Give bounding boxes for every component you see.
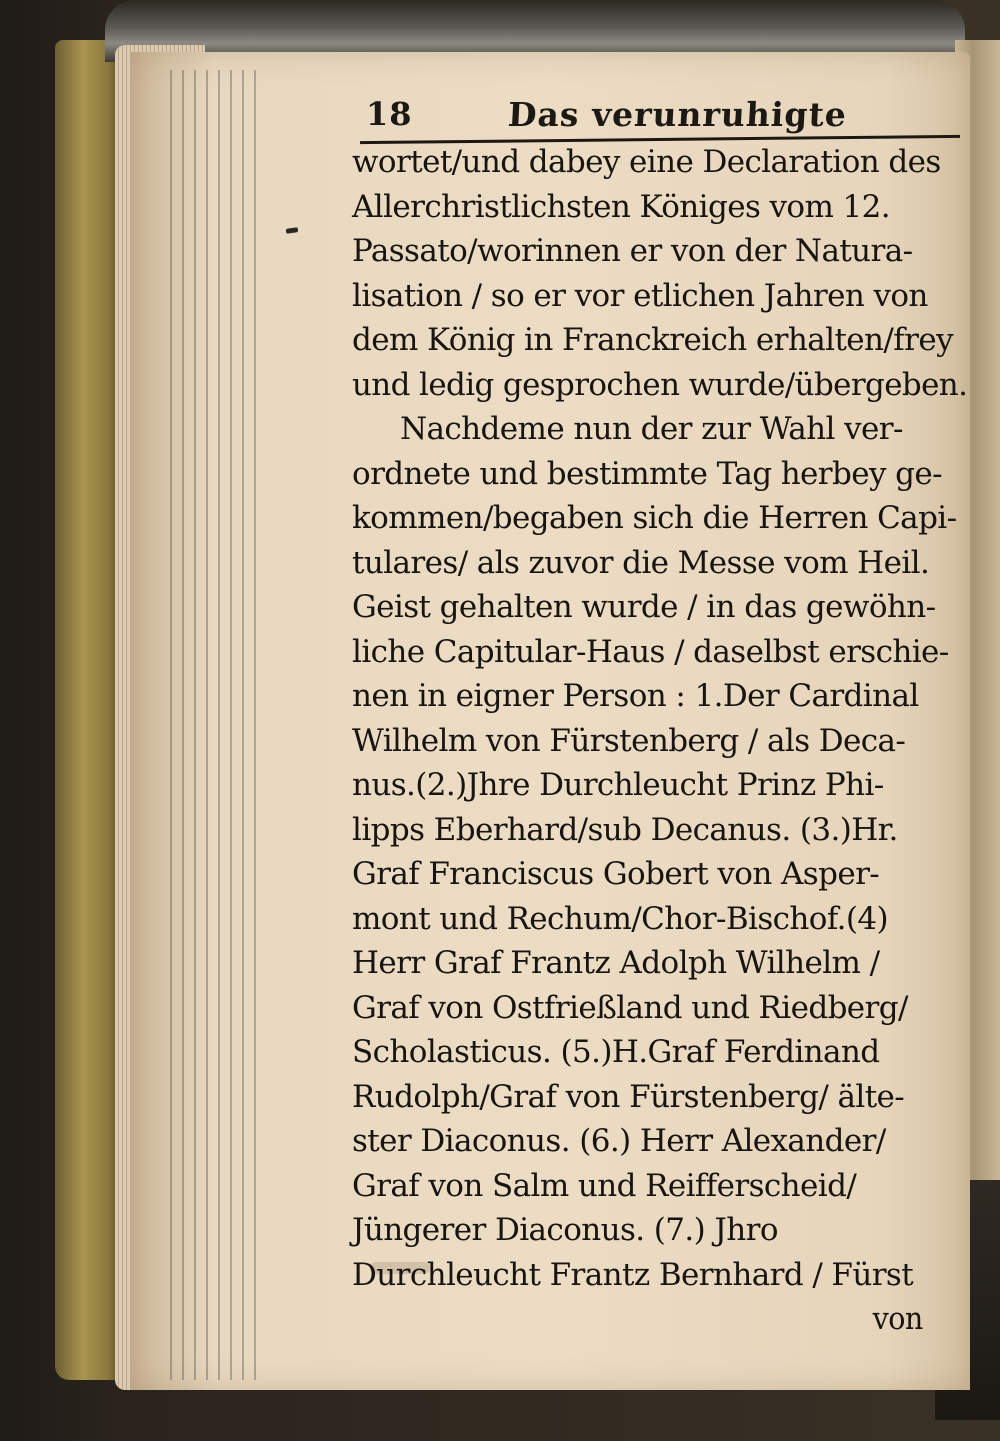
text-line: tulares/ als zuvor die Messe vom Heil. bbox=[352, 544, 930, 581]
text-line: wortet/und dabey eine Declaration des bbox=[352, 144, 941, 180]
text-line: Jüngerer Diaconus. (7.) Jhro bbox=[352, 1212, 778, 1248]
page-edge-lines bbox=[170, 70, 260, 1380]
text-line: mont und Rechum/Chor-Bischof.(4) bbox=[352, 900, 888, 937]
text-line: Wilhelm von Fürstenberg / als Deca- bbox=[352, 722, 906, 759]
text-line: Scholasticus. (5.)H.Graf Ferdinand bbox=[352, 1034, 880, 1070]
text-line: lisation / so er vor etlichen Jahren von bbox=[352, 277, 928, 314]
text-line: Graf Franciscus Gobert von Asper- bbox=[352, 856, 880, 892]
text-line: und ledig gesprochen wurde/übergeben. bbox=[352, 366, 968, 403]
running-head bbox=[360, 95, 960, 139]
text-line: liche Capitular-Haus / daselbst erschie- bbox=[352, 633, 949, 670]
text-line: Herr Graf Frantz Adolph Wilhelm / bbox=[352, 945, 880, 981]
page-number: 18 bbox=[366, 95, 413, 133]
text-line: nus.(2.)Jhre Durchleucht Prinz Phi- bbox=[352, 767, 884, 803]
text-line: kommen/begaben sich die Herren Capi- bbox=[352, 500, 957, 536]
catchword: von bbox=[872, 1301, 923, 1337]
text-line: dem König in Franckreich erhalten/frey bbox=[352, 322, 954, 358]
text-line: nen in eigner Person : 1.Der Cardinal bbox=[352, 678, 919, 714]
text-line: Allerchristlichsten Königes vom 12. bbox=[352, 188, 891, 225]
text-line: ordnete und bestimmte Tag herbey ge- bbox=[352, 455, 943, 492]
text-line: Rudolph/Graf von Fürstenberg/ älte- bbox=[352, 1078, 905, 1115]
text-line: Geist gehalten wurde / in das gewöhn- bbox=[352, 589, 936, 625]
text-line: Durchleucht Frantz Bernhard / Fürst bbox=[352, 1256, 914, 1293]
text-line: Nachdeme nun der zur Wahl ver- bbox=[400, 411, 903, 447]
text-line: lipps Eberhard/sub Decanus. (3.)Hr. bbox=[352, 811, 898, 848]
text-line: ster Diaconus. (6.) Herr Alexander/ bbox=[352, 1123, 886, 1159]
text-line: Graf von Salm und Reifferscheid/ bbox=[352, 1167, 857, 1204]
text-block bbox=[352, 140, 967, 1342]
text-line: Passato/worinnen er von der Natura- bbox=[352, 233, 913, 269]
running-head-title: Das verunruhigte bbox=[506, 95, 848, 134]
text-line: Graf von Ostfrießland und Riedberg/ bbox=[352, 989, 908, 1026]
